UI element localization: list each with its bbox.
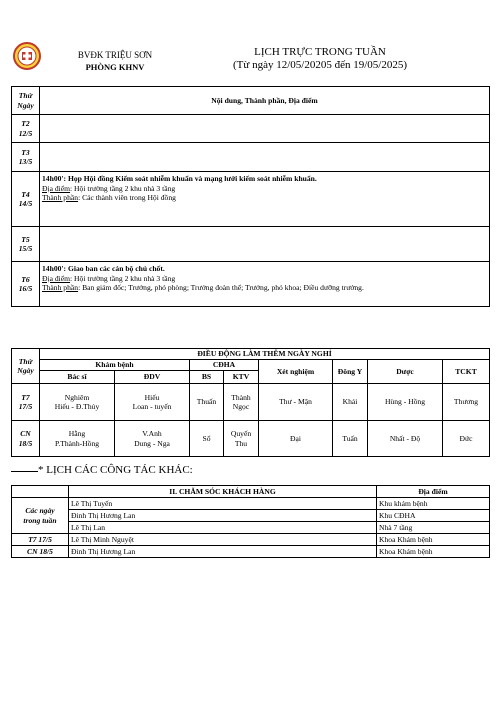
customer-care-col-section: II. CHĂM SÓC KHÁCH HÀNG <box>69 486 377 498</box>
schedule-content <box>40 262 490 307</box>
page-subtitle: (Từ ngày 12/05/20205 đến 19/05/2025) <box>233 59 407 71</box>
duty-bacsi: Nghiêm Hiếu - Đ.Thủy <box>40 384 115 421</box>
schedule-day: T4 14/5 <box>12 172 40 227</box>
duty-row <box>12 421 490 457</box>
schedule-col-day: Thứ Ngày <box>12 87 40 115</box>
event-members: Thành phần: Ban giám đốc; Trưởng, phó phòng; Trưởng đoàn thể; Trưởng, phó khoa; Điều dưỡng trưởng. <box>42 283 364 292</box>
schedule-day: T3 13/5 <box>12 143 40 172</box>
duty-xn: Thư - Mận <box>259 384 333 421</box>
customer-care-name: Lê Thị Minh Nguyệt <box>69 534 377 546</box>
duty-dongy: Khải <box>333 384 368 421</box>
duty-bs: Thuấn <box>190 384 224 421</box>
customer-care-name: Đinh Thị Hương Lan <box>69 510 377 522</box>
customer-care-name: Đinh Thị Hương Lan <box>69 546 377 558</box>
schedule-content <box>40 227 490 262</box>
schedule-row <box>12 172 490 227</box>
customer-care-name: Lê Thị Lan <box>69 522 377 534</box>
duty-col-xn: Xét nghiệm <box>259 360 333 384</box>
duty-tckt: Thương <box>443 384 490 421</box>
duty-day: T7 17/5 <box>12 384 40 421</box>
duty-tckt: Đức <box>443 421 490 457</box>
duty-title: ĐIỀU ĐỘNG LÀM THÊM NGÀY NGHỈ <box>40 349 490 360</box>
duty-duoc: Nhất - Độ <box>368 421 443 457</box>
duty-col-duoc: Dược <box>368 360 443 384</box>
customer-care-day: CN 18/5 <box>12 546 69 558</box>
weekly-schedule-table <box>11 86 490 307</box>
customer-care-row <box>12 510 490 522</box>
page-title: LỊCH TRỰC TRONG TUẦN <box>254 46 386 58</box>
schedule-day: T2 12/5 <box>12 115 40 143</box>
customer-care-name: Lê Thị Tuyến <box>69 498 377 510</box>
customer-care-table <box>11 485 490 558</box>
schedule-row <box>12 227 490 262</box>
schedule-content <box>40 143 490 172</box>
customer-care-row <box>12 498 490 510</box>
duty-sub-ktv: KTV <box>224 371 259 384</box>
duty-duoc: Hùng - Hồng <box>368 384 443 421</box>
duty-ddv: V.Anh Dung - Nga <box>115 421 190 457</box>
duty-col-dongy: Đông Y <box>333 360 368 384</box>
duty-dongy: Tuấn <box>333 421 368 457</box>
schedule-col-content: Nội dung, Thành phần, Địa điểm <box>40 87 490 115</box>
hospital-name: BVĐK TRIỆU SƠN <box>77 50 153 60</box>
schedule-header-row <box>12 87 490 115</box>
event-members: Thành phần: Các thành viên trong Hội đồng <box>42 193 176 202</box>
customer-care-row <box>12 522 490 534</box>
schedule-row <box>12 115 490 143</box>
duty-ktv: Quyến Thu <box>224 421 259 457</box>
duty-bacsi: Hằng P.Thành-Hồng <box>40 421 115 457</box>
schedule-content <box>40 115 490 143</box>
duty-sub-bacsi: Bác sĩ <box>40 371 115 384</box>
customer-care-location: Khu khám bệnh <box>377 498 490 510</box>
hospital-logo <box>13 42 41 70</box>
customer-care-group: Các ngày trong tuần <box>12 498 69 534</box>
customer-care-col-location: Địa điểm <box>377 486 490 498</box>
duty-bs: Sổ <box>190 421 224 457</box>
customer-care-day: T7 17/5 <box>12 534 69 546</box>
duty-xn: Đại <box>259 421 333 457</box>
schedule-content <box>40 172 490 227</box>
schedule-row <box>12 262 490 307</box>
duty-day: CN 18/5 <box>12 421 40 457</box>
duty-ktv: Thành Ngọc <box>224 384 259 421</box>
schedule-row <box>12 143 490 172</box>
customer-care-row <box>12 546 490 558</box>
event-title: 14h00': Giao ban các cán bộ chủ chốt. <box>42 264 165 273</box>
duty-table <box>11 348 490 457</box>
duty-sub-ddv: ĐDV <box>115 371 190 384</box>
customer-care-location: Khu CĐHA <box>377 510 490 522</box>
department-name: PHÒNG KHNV <box>85 62 145 72</box>
duty-ddv: Hiếu Loan - tuyến <box>115 384 190 421</box>
event-location: Địa điểm: Hội trường tầng 2 khu nhà 3 tầng <box>42 273 176 283</box>
duty-sub-bs: BS <box>190 371 224 384</box>
customer-care-corner <box>12 486 69 498</box>
customer-care-row <box>12 534 490 546</box>
duty-group-kham: Khám bệnh <box>40 360 190 371</box>
duty-group-cdha: CĐHA <box>190 360 259 371</box>
schedule-day: T6 16/5 <box>12 262 40 307</box>
other-tasks-heading: * LỊCH CÁC CÔNG TÁC KHÁC: <box>38 464 193 476</box>
customer-care-location: Nhà 7 tầng <box>377 522 490 534</box>
event-title: 14h00': Họp Hội đồng Kiểm soát nhiễm khuẩn và mạng lưới kiểm soát nhiễm khuẩn. <box>42 174 317 183</box>
duty-col-day: Thứ Ngày <box>12 349 40 384</box>
customer-care-location: Khoa Khám bệnh <box>377 534 490 546</box>
heading-rule <box>11 471 38 472</box>
duty-col-tckt: TCKT <box>443 360 490 384</box>
event-location: Địa điểm: Hội trường tầng 2 khu nhà 3 tầng <box>42 183 176 193</box>
customer-care-location: Khoa Khám bệnh <box>377 546 490 558</box>
schedule-day: T5 15/5 <box>12 227 40 262</box>
duty-row <box>12 384 490 421</box>
